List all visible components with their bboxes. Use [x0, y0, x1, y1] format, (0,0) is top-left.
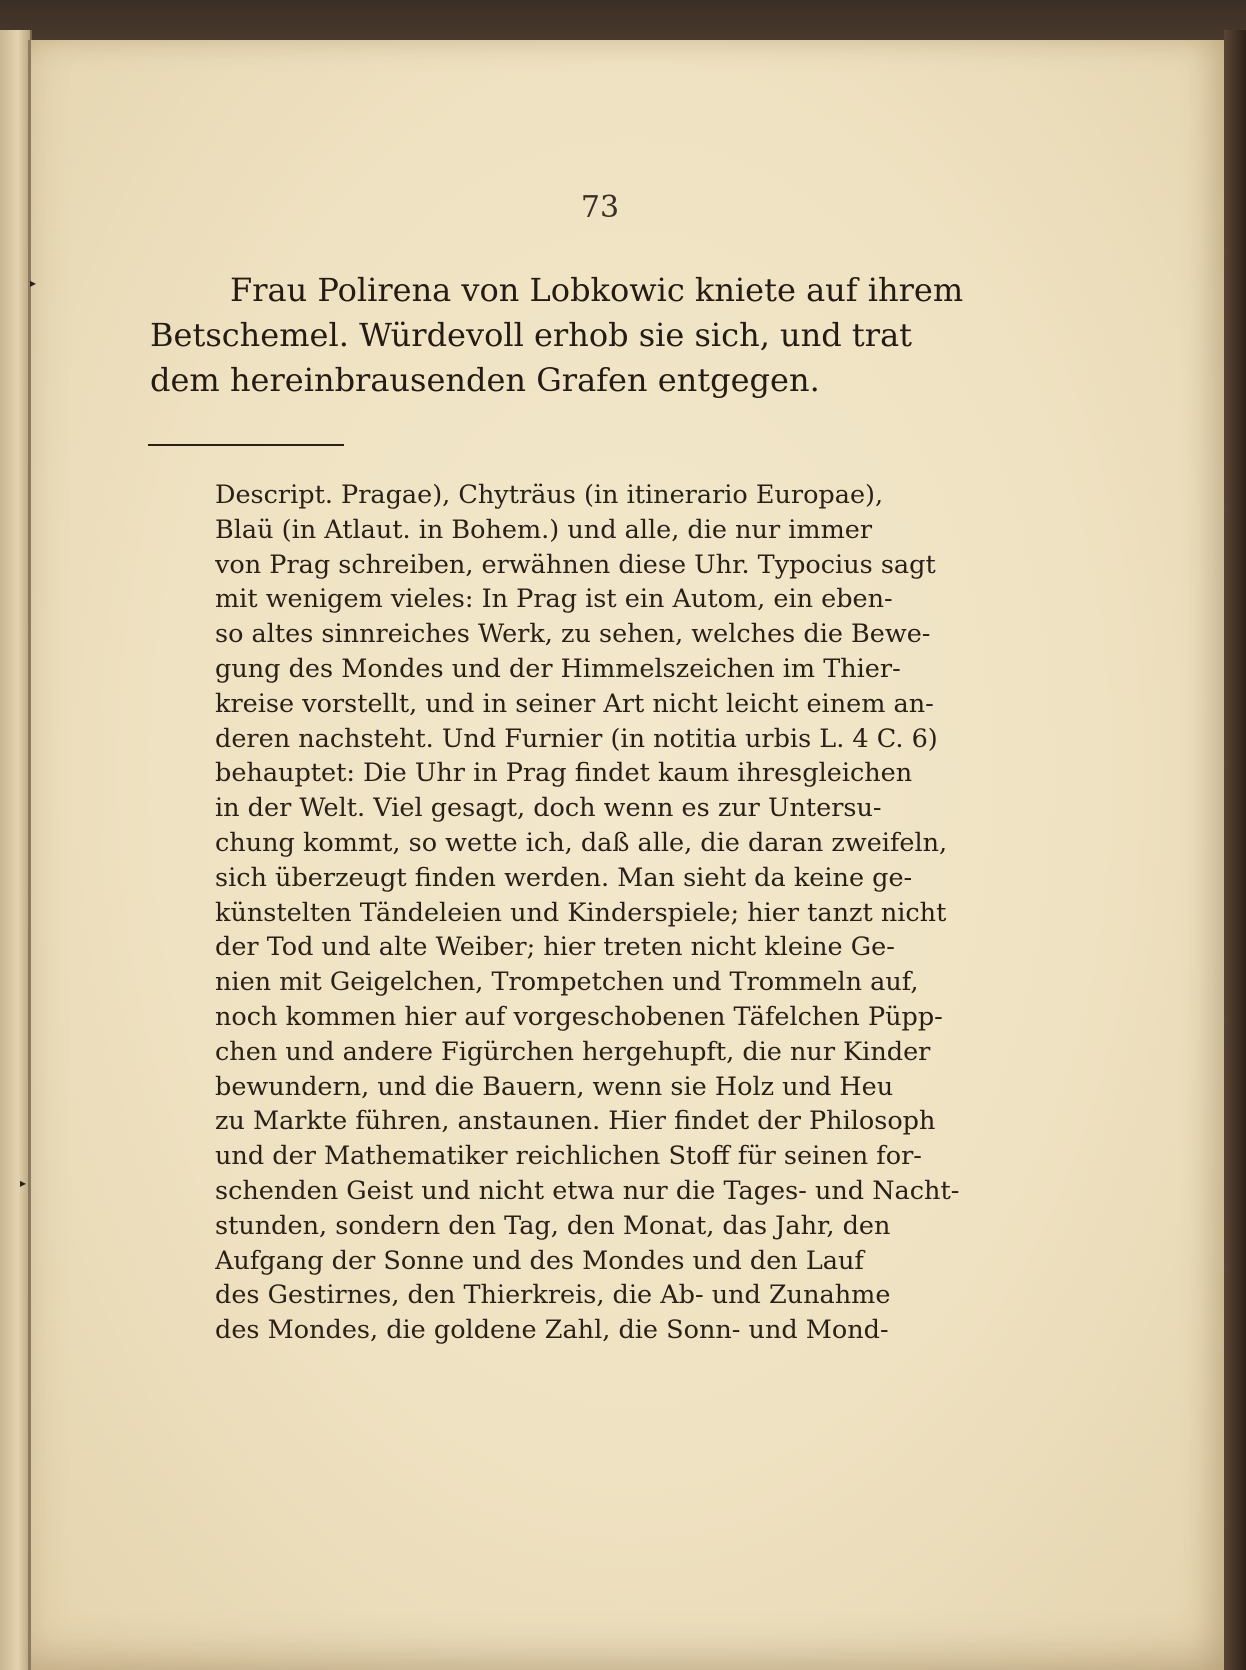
margin-mark: ▸	[30, 276, 37, 290]
footnote-line: Descript. Pragae), Chyträus (in itinerario Europae),	[215, 480, 884, 510]
margin-mark: ▸	[20, 1176, 27, 1190]
main-text	[150, 268, 1030, 403]
main-text-line: Betschemel. Würdevoll erhob sie sich, und trat	[150, 316, 912, 354]
footnote-line: zu Markte führen, anstaunen. Hier findet der Philosoph	[215, 1106, 936, 1137]
footnote-line: Blaü (in Atlaut. in Bohem.) und alle, die nur immer	[215, 514, 873, 545]
footnote-line: kreise vorstellt, und in seiner Art nicht leicht einem an-	[215, 688, 934, 719]
footnote-line: des Mondes, die goldene Zahl, die Sonn- und Mond-	[215, 1315, 889, 1346]
footnote-line: und der Mathematiker reichlichen Stoff für seinen for-	[215, 1141, 922, 1172]
footnote-line: gung des Mondes und der Himmelszeichen im Thier-	[215, 653, 901, 684]
footnote-line: von Prag schreiben, erwähnen diese Uhr. Typocius sagt	[215, 549, 936, 580]
footnote-line: in der Welt. Viel gesagt, doch wenn es zur Untersu-	[215, 793, 882, 824]
footnote-line: bewundern, und die Bauern, wenn sie Holz und Heu	[215, 1071, 894, 1102]
footnote-line: mit wenigem vieles: In Prag ist ein Autom, ein eben-	[215, 584, 893, 615]
footnote-line: deren nachsteht. Und Furnier (in notitia urbis L. 4 C. 6)	[215, 723, 938, 754]
footnote-line: sich überzeugt finden werden. Man sieht da keine ge-	[215, 862, 913, 893]
footnote-line: behauptet: Die Uhr in Prag findet kaum ihresgleichen	[215, 758, 913, 789]
footnote-line: chen und andere Figürchen hergehupft, die nur Kinder	[215, 1036, 931, 1067]
footnote-separator	[148, 444, 344, 446]
footnote	[215, 478, 1030, 1348]
main-text-line: Frau Polirena von Lobkowic kniete auf ihrem	[230, 271, 964, 309]
footnote-line: stunden, sondern den Tag, den Monat, das Jahr, den	[215, 1210, 891, 1241]
footnote-line: schenden Geist und nicht etwa nur die Tages- und Nacht-	[215, 1175, 960, 1206]
main-text-line: dem hereinbrausenden Grafen entgegen.	[150, 361, 820, 399]
book-cover-edge	[0, 0, 1246, 44]
footnote-line: künstelten Tändeleien und Kinderspiele; hier tanzt nicht	[215, 897, 947, 928]
footnote-line: Aufgang der Sonne und des Mondes und den Lauf	[215, 1245, 864, 1276]
footnote-line: der Tod und alte Weiber; hier treten nicht kleine Ge-	[215, 932, 895, 963]
book-cover-right-edge	[1224, 30, 1246, 1670]
footnote-line: chung kommt, so wette ich, daß alle, die daran zweifeln,	[215, 827, 948, 858]
footnote-line: noch kommen hier auf vorgeschobenen Täfelchen Püpp-	[215, 1001, 943, 1032]
page-number: 73	[580, 190, 620, 225]
footnote-line: nien mit Geigelchen, Trompetchen und Trommeln auf,	[215, 967, 919, 998]
footnote-line: so altes sinnreiches Werk, zu sehen, welches die Bewe-	[215, 619, 931, 650]
footnote-line: des Gestirnes, den Thierkreis, die Ab- und Zunahme	[215, 1280, 891, 1311]
